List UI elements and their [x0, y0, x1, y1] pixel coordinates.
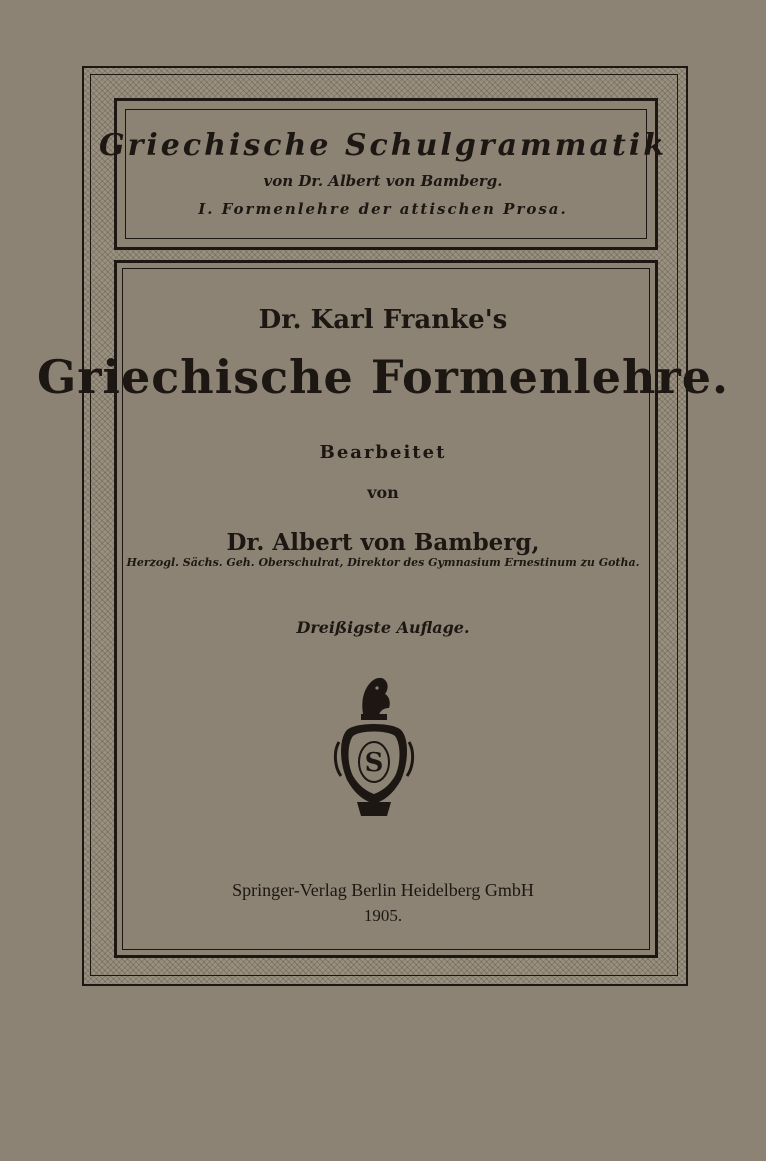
series-title: Griechische Schulgrammatik — [98, 128, 668, 163]
series-part: I. Formenlehre der attischen Prosa. — [198, 200, 568, 218]
publication-year: 1905. — [363, 906, 403, 925]
edited-label: Bearbeitet — [319, 442, 447, 463]
springer-chess-knight-logo-icon — [333, 672, 415, 822]
series-author: von Dr. Albert von Bamberg. — [263, 172, 503, 190]
edition: Dreißigste Auflage. — [296, 618, 470, 637]
book-title: Griechische Formenlehre. — [37, 350, 729, 404]
by-label: von — [367, 483, 399, 502]
book-author: Dr. Karl Franke's — [258, 305, 508, 335]
editor-role: Herzogl. Sächs. Geh. Oberschulrat, Direktor des Gymnasium Ernestinum zu Gotha. — [126, 556, 640, 569]
editor-name: Dr. Albert von Bamberg, — [226, 529, 540, 556]
svg-text:S: S — [364, 748, 384, 778]
publisher: Springer-Verlag Berlin Heidelberg GmbH — [232, 880, 534, 900]
